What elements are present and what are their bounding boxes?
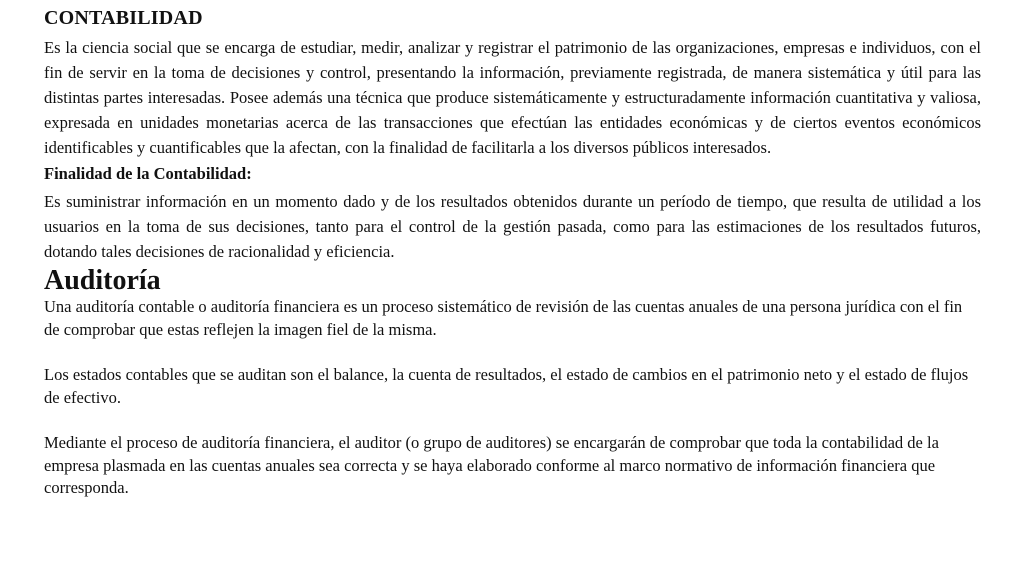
paragraph-spacer — [44, 409, 981, 432]
contabilidad-paragraph: Es la ciencia social que se encarga de estudiar, medir, analizar y registrar el patrimonio de las organizaciones, empresas e individuos, con el fin de servir en la toma de decisiones y control, presentando la información, previamente registrada, de manera sistemática y útil para las distintas partes interesadas. Posee además una técnica que produce sistemáticamente y estructuradamente información cuantitativa y valiosa, expresada en unidades monetarias acerca de las transacciones que efectúan las entidades económicas y de ciertos eventos económicos identificables y cuantificables que la afectan, con la finalidad de facilitarla a los diversos públicos interesados. — [44, 38, 981, 157]
auditoria-paragraph-2: Los estados contables que se auditan son el balance, la cuenta de resultados, el estado de cambios en el patrimonio neto y el estado de flujos de efectivo. — [44, 365, 969, 407]
paragraph-spacer — [44, 341, 981, 364]
contabilidad-title: CONTABILIDAD — [44, 7, 203, 29]
finalidad-paragraph: Es suministrar información en un momento dado y de los resultados obtenidos durante un período de tiempo, que resulta de utilidad a los usuarios en la toma de sus decisiones, tanto para el control de la gestión pasada, como para las estimaciones de los resultados futuros, dotando tales decisiones de racionalidad y eficiencia. — [44, 192, 981, 261]
finalidad-heading: Finalidad de la Contabilidad: — [44, 164, 252, 183]
auditoria-paragraph-1: Una auditoría contable o auditoría financiera es un proceso sistemático de revisión de las cuentas anuales de una persona jurídica con el fin de comprobar que estas reflejen la imagen fiel de la misma. — [44, 297, 963, 339]
auditoria-paragraph-3: Mediante el proceso de auditoría financiera, el auditor (o grupo de auditores) se encargarán de comprobar que toda la contabilidad de la empresa plasmada en las cuentas anuales sea correcta y se haya elaborado conforme al marco normativo de información financiera que corresponda. — [44, 433, 939, 497]
auditoria-heading: Auditoría — [44, 265, 161, 296]
